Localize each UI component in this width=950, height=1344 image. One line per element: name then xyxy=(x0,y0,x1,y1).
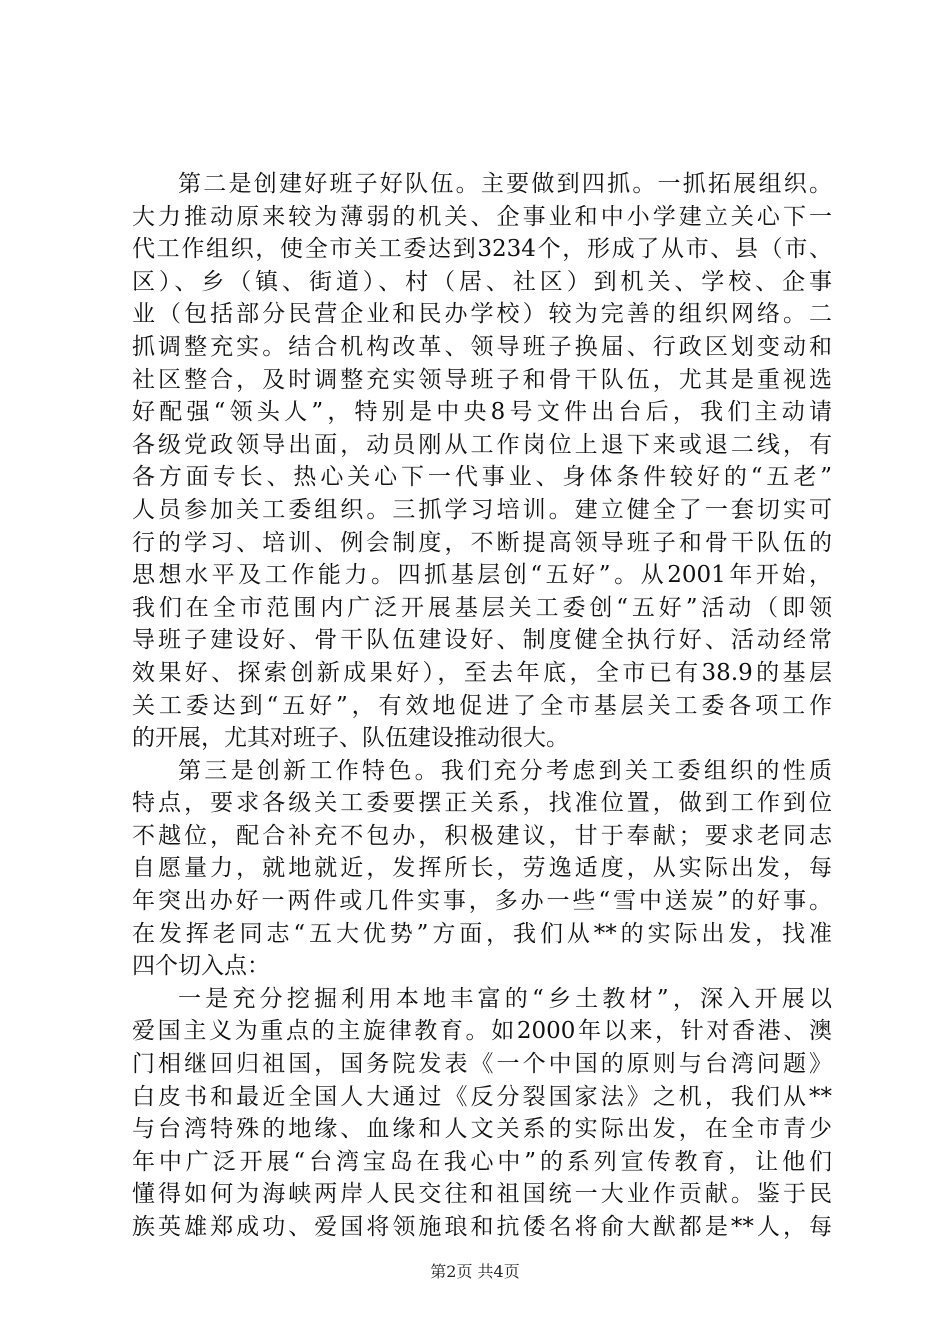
text-line: 业（包括部分民营企业和民办学校）较为完善的组织网络。二 xyxy=(132,301,832,328)
page-number-label: 第2页 共4页 xyxy=(430,1262,520,1281)
text-line: 不越位，配合补充不包办，积极建议，甘于奉献；要求老同志 xyxy=(132,822,832,849)
text-line: 好配强“领头人”，特别是中央8号文件出台后，我们主动请 xyxy=(132,399,832,426)
text-line: 大力推动原来较为薄弱的机关、企事业和中小学建立关心下一 xyxy=(132,203,832,230)
text-line: 白皮书和最近全国人大通过《反分裂国家法》之机，我们从** xyxy=(132,1083,832,1110)
text-line: 行的学习、培训、例会制度，不断提高领导班子和骨干队伍的 xyxy=(132,529,832,556)
text-line: 人员参加关工委组织。三抓学习培训。建立健全了一套切实可 xyxy=(132,496,832,523)
text-line: 特点，要求各级关工委要摆正关系，找准位置，做到工作到位 xyxy=(132,790,832,817)
document-body xyxy=(132,168,832,1244)
page-footer xyxy=(0,1262,950,1282)
text-line: 爱国主义为重点的主旋律教育。如2000年以来，针对香港、澳 xyxy=(132,1018,832,1045)
text-line: 效果好、探索创新成果好），至去年底，全市已有38.9的基层 xyxy=(132,659,832,686)
text-line: 在发挥老同志“五大优势”方面，我们从**的实际出发，找准 xyxy=(132,920,832,947)
text-line: 族英雄郑成功、爱国将领施琅和抗倭名将俞大猷都是**人，每 xyxy=(132,1214,832,1240)
text-line: 抓调整充实。结合机构改革、领导班子换届、行政区划变动和 xyxy=(132,333,832,360)
text-line: 代工作组织，使全市关工委达到3234个，形成了从市、县（市、 xyxy=(132,236,832,263)
text-line: 门相继回归祖国，国务院发表《一个中国的原则与台湾问题》 xyxy=(132,1051,832,1078)
paragraph-work-features xyxy=(132,755,832,983)
text-line: 社区整合，及时调整充实领导班子和骨干队伍，尤其是重视选 xyxy=(132,366,832,393)
paragraph-patriotic-education xyxy=(132,983,832,1244)
text-line: 我们在全市范围内广泛开展基层关工委创“五好”活动（即领 xyxy=(132,594,832,621)
text-line: 思想水平及工作能力。四抓基层创“五好”。从2001年开始， xyxy=(132,562,832,589)
text-line: 四个切入点： xyxy=(132,953,270,980)
text-line: 第三是创新工作特色。我们充分考虑到关工委组织的性质 xyxy=(178,757,832,784)
text-line: 关工委达到“五好”，有效地促进了全市基层关工委各项工作 xyxy=(132,692,832,719)
text-line: 自愿量力，就地就近，发挥所长，劳逸适度，从实际出发，每 xyxy=(132,855,832,882)
text-line: 一是充分挖掘利用本地丰富的“乡土教材”，深入开展以 xyxy=(178,985,832,1012)
text-line: 的开展，尤其对班子、队伍建设推动很大。 xyxy=(132,725,569,752)
paragraph-team-building xyxy=(132,168,832,755)
text-line: 懂得如何为海峡两岸人民交往和祖国统一大业作贡献。鉴于民 xyxy=(132,1181,832,1208)
text-line: 与台湾特殊的地缘、血缘和人文关系的实际出发，在全市青少 xyxy=(132,1116,832,1143)
text-line: 年中广泛开展“台湾宝岛在我心中”的系列宣传教育，让他们 xyxy=(132,1148,832,1175)
text-line: 第二是创建好班子好队伍。主要做到四抓。一抓拓展组织。 xyxy=(178,171,832,197)
text-line: 导班子建设好、骨干队伍建设好、制度健全执行好、活动经常 xyxy=(132,627,832,654)
text-line: 各级党政领导出面，动员刚从工作岗位上退下来或退二线，有 xyxy=(132,431,832,458)
text-line: 区）、乡（镇、街道）、村（居、社区）到机关、学校、企事 xyxy=(132,268,832,295)
text-line: 各方面专长、热心关心下一代事业、身体条件较好的“五老” xyxy=(132,464,832,491)
text-line: 年突出办好一两件或几件实事，多办一些“雪中送炭”的好事。 xyxy=(132,888,832,915)
